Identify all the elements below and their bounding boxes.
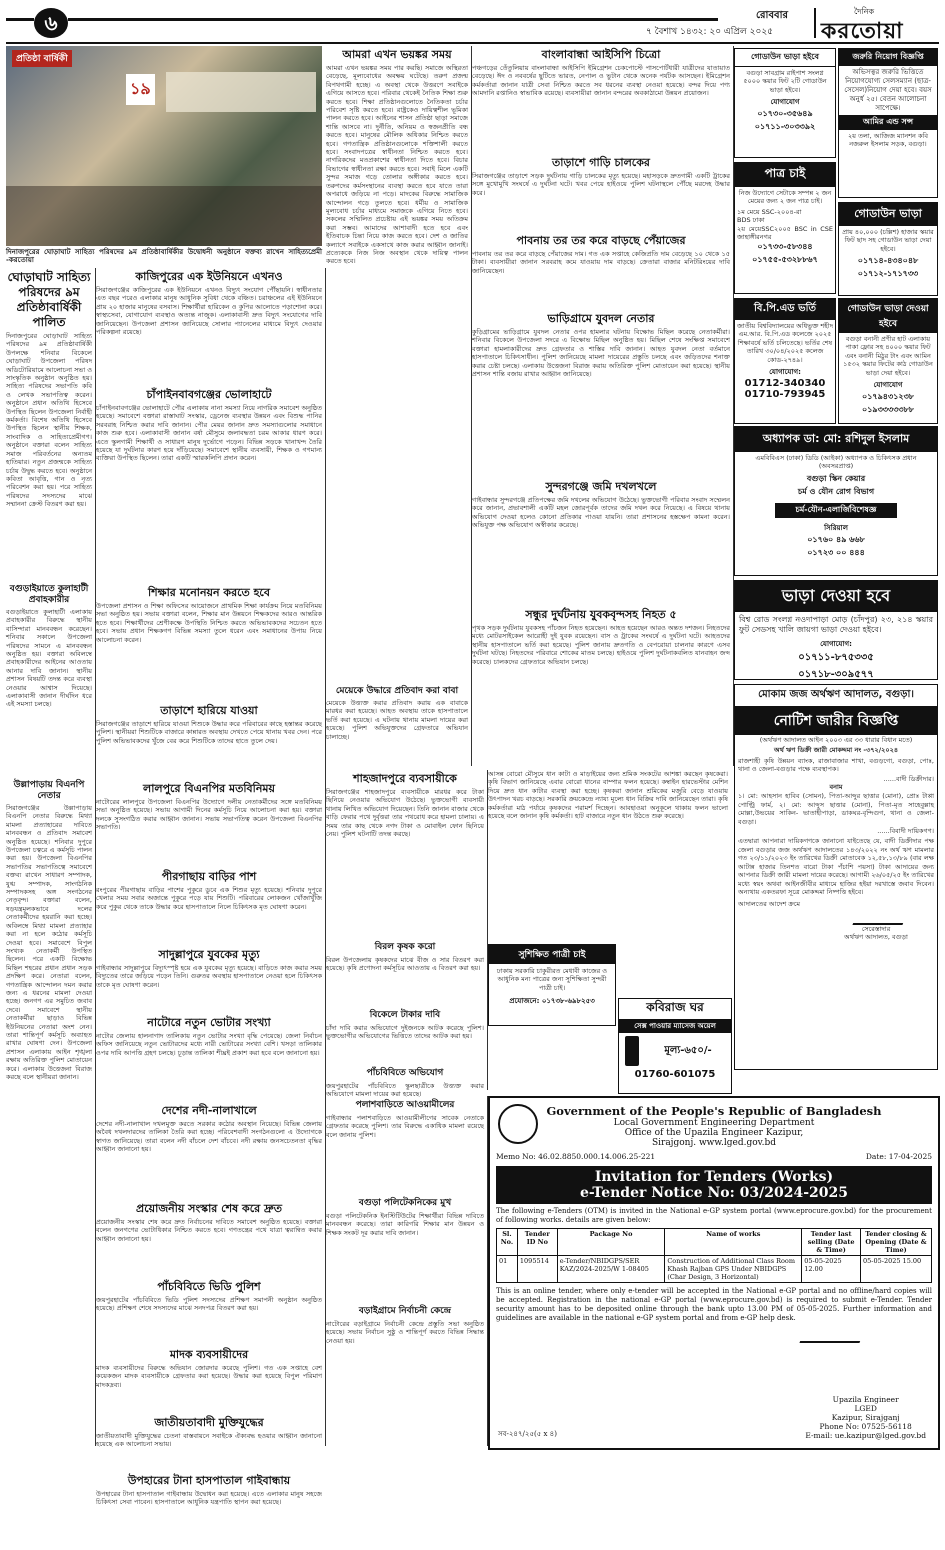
column-1: ঘোড়াঘাট সাহিত্য পরিষদের ৯ম প্রতিষ্ঠাবার্ষিকী পালিত দিনাজপুরের ঘোড়াঘাট সাহিত্য পরিষদের ৯ম প্রতিষ্ঠাবার্ষিকী উপলক্ষে শনিবার বিকেলে ঘোড়াঘাট উপজেলা পরিষদ অডিটোরিয়ামে আলোচনা সভা ও সাংস্কৃতিক অনুষ্ঠান অনুষ্ঠিত হয়। সাহিত্য পরিষদের সভাপতি কবি ও লেখক সভাপতিত্ব করেন। অনুষ্ঠানে প্রধান অতিথি হিসেবে উপস্থিত ছিলেন উপজেলা নির্বাহী কর্মকর্তা। বিশেষ অতিথি হিসেবে উপস্থিত ছিলেন স্থানীয় শিক্ষক, সাংবাদিক ও সাহিত্যপ্রেমীগণ। অনুষ্ঠানে বক্তারা বলেন সাহিত্য সমাজ পরিবর্তনের অন্যতম হাতিয়ার। নতুন প্রজন্মকে সাহিত্য চর্চায় উদ্বুদ্ধ করতে হবে। অনুষ্ঠানে কবিতা আবৃত্তি, গান ও নৃত্য পরিবেশন করা হয়। পরে সাহিত্য পরিষদের সদস্যদের মাঝে সম্মাননা ক্রেস্ট বিতরণ করা হয়। বগুড়াইয়াতে কুলাহাটী প্রবাহকারীর বগুড়াইয়াতে কুলাহাটী এলাকায় প্রবাহকারীর বিরুদ্ধে স্থানীয় বাসিন্দারা মানববন্ধন করেছেন। শনিবার সকালে উপজেলা পরিষদের সামনে এ মানববন্ধন অনুষ্ঠিত হয়। বক্তারা অবিলম্বে প্রবাহকারীদের আইনের আওতায় আনার দাবি জানান। স্থানীয় প্রশাসন বিষয়টি তদন্ত করে ব্যবস্থা নেওয়ার আশ্বাস দিয়েছে। এলাকাবাসী জানান দীর্ঘদিন ধরে এই সমস্যা চলছে। উল্লাপাড়ায় বিএনপি নেতার সিরাজগঞ্জের উল্লাপাড়ায় বিএনপি নেতার বিরুদ্ধে মিথ্যা মামলা প্রত্যাহারের দাবিতে মানববন্ধন ও প্রতিবাদ সমাবেশ অনুষ্ঠিত হয়েছে। শনিবার দুপুরে উপজেলা চত্বরে এ কর্মসূচি পালন করা হয়। উপজেলা বিএনপির সভাপতির সভাপতিত্বে সমাবেশে বক্তব্য রাখেন সাধারণ সম্পাদক, যুগ্ম সম্পাদক, সাংগঠনিক সম্পাদকসহ অঙ্গ সংগঠনের নেতৃবৃন্দ। বক্তারা বলেন, ষড়যন্ত্রমূলকভাবে দলের নেতাকর্মীদের হয়রানি করা হচ্ছে। অবিলম্বে মিথ্যা মামলা প্রত্যাহার করা না হলে কঠোর কর্মসূচি দেওয়া হবে। সমাবেশে বিপুল সংখ্যক নেতাকর্মী উপস্থিত ছিলেন। পরে একটি বিক্ষোভ মিছিল শহরের প্রধান প্রধান সড়ক প্রদক্ষিণ করে। নেতারা বলেন, গণতান্ত্রিক আন্দোলন দমন করার জন্য এ ধরনের মামলা দেওয়া হচ্ছে। জনগণ এর সমুচিত জবাব দেবে। সমাবেশে স্থানীয় নেতাকর্মীরা ছাড়াও বিভিন্ন ইউনিয়নের নেতারা অংশ নেন। তারা শান্তিপূর্ণ কর্মসূচি অব্যাহত রাখার ঘোষণা দেন। উপজেলা প্রশাসন এলাকায় আইন শৃঙ্খলা রক্ষায় অতিরিক্ত পুলিশ মোতায়েন করে। এলাকায় উত্তেজনা বিরাজ করছে বলে স্থানীয়রা জানান। [6, 268, 96, 1446]
ad-doctor: অধ্যাপক ডা: মো: রশিদুল ইসলাম এমবিবিএস (ঢাকা) ডিডি (আইকা) অধ্যাপক ও চিকিৎসক প্রধান (অবসরপ্রাপ্ত) বগুড়া স্কিন কেয়ার চর্ম ও যৌন রোগ বিভাগ চর্ম-যৌন-এলার্জিবিশেষজ্ঞ সিরিয়াল ০১৭৬০ ৪৯ ৬৬৮ ০১৭২৩ ০০ ৪৪৪ [734, 426, 938, 576]
tender-header-cell: Tender closing & Opening (Date & Time) [861, 1229, 932, 1256]
tender-cell: 01 [497, 1256, 518, 1283]
headline-29: বগুড়া পলিটেকনিকের মুখ [358, 1198, 452, 1208]
headline-20: দেশের নদী-নালাখালে [161, 1104, 257, 1117]
headline-3: ঘোড়াঘাট সাহিত্য পরিষদের ৯ম প্রতিষ্ঠাবার্ষিকী পালিত [7, 270, 91, 329]
column-7: পলাশবাড়িতে আওয়ামীলের গাইবান্ধার পলাশবাড়িতে আওয়ামীলীগের সাবেক নেতাকে গ্রেফতার করেছে পুলিশ। তার বিরুদ্ধে একাধিক মামলা রয়েছে বলে জানায় পুলিশ। বগুড়া পলিটেকনিকের মুখ বগুড়া পলিটেকনিক ইনস্টিটিউটের শিক্ষার্থীরা বিভিন্ন দাবিতে মানববন্ধন করেছে। তারা কারিগরি শিক্ষার মান উন্নয়ন ও শিক্ষক সংকট দূর করার দাবি জানান। বড়াইগ্রামে নির্বাচনী কেন্দ্রে নাটোরের বড়াইগ্রামে নির্বাচনী কেন্দ্রে প্রস্তুতি সভা অনুষ্ঠিত হয়েছে। সভায় নির্বাচন সুষ্ঠু ও শান্তিপূর্ণ করতে বিভিন্ন সিদ্ধান্ত নেওয়া হয়। [326, 1096, 488, 1446]
headline-6: পাবনায় তর তর করে বাড়ছে পেঁয়াজের [516, 234, 686, 247]
ad-godown-1: গোডাউন ভাড়া হইবে বগুড়া সাবগ্রাম রাইপাশ সংলগ্ন ৫০০০ স্কয়ার ফিট ২টি গোডাউন ভাড়া হইবে। যোগাযোগ ০১৭৩০-৩৫৬৪৯ ০১৭১১-৩০৩৩৯২ [734, 48, 836, 158]
tender-cell: 05-05-2025 12.00 [802, 1256, 861, 1283]
masthead-brand-small: দৈনিক [854, 7, 875, 16]
column-6: আসন্ন বোরো মৌসুমে ধান কাটা ও মাড়াইয়ের জন্য শ্রমিক সংকটের আশঙ্কা করছেন কৃষকেরা। কৃষি বিভাগ জানিয়েছে এবার বোরো ধানের বাম্পার ফলন হয়েছে। কম্বাইন হারভেস্টার মেশিন দিয়ে দ্রুত ধান কাটার ব্যবস্থা করা হচ্ছে। কৃষকরা জানান শ্রমিকের মজুরি বেড়ে যাওয়ায় উৎপাদন খরচ বাড়ছে। সরকারি ক্রয়কেন্দ্রে ন্যায্য মূল্যে ধান বিক্রির দাবি জানিয়েছেন তারা। কৃষি কর্মকর্তারা মাঠ পর্যায়ে কৃষকদের পরামর্শ দিচ্ছেন। আবহাওয়া অনুকূলে থাকায় ফলন ভালো হয়েছে বলে জানান কৃষি কর্মকর্তা। হাট বাজারে নতুন ধান উঠতে শুরু করেছে। [488, 770, 728, 821]
headline-5: তাড়াশে গাড়ি চালকের [552, 156, 650, 169]
headline-9: বগুড়াইয়াতে কুলাহাটী প্রবাহকারীর [9, 584, 89, 605]
headline-16: পীরগাছায় বাড়ির পাশ [161, 870, 257, 883]
ad-recruit: জরুরি নিয়োগ বিজ্ঞপ্তি অভিসত্বর জরুরি ভিত্তিতে নিয়োগযোগ্য সেলসম্যান (ছাত্র-সেসেল)নিয়োগ দেয়া হবে। বয়স অনুর্ধ ২৫। বেতন আলোচনা সাপেক্ষে। আমির এন্ড সন্স ২য় তলা, আজিজ ম্যানশন কবি নজরুল ইসলাম সড়ক, বগুড়া। [838, 48, 938, 198]
column-3: আমরা এখন ভয়ঙ্কর সময় আমরা এখন ভয়ঙ্কর সময় পার করছি। সমাজে অস্থিরতা বেড়েছে, মূল্যবোধের অবক্ষয় ঘটেছে। তরুণ প্রজন্ম বিপথগামী হচ্ছে। এ অবস্থা থেকে উত্তরণে সবাইকে এগিয়ে আসতে হবে। পরিবার থেকেই নৈতিক শিক্ষা শুরু করতে হবে। শিক্ষা প্রতিষ্ঠানগুলোতে নৈতিকতা চর্চার পরিবেশ সৃষ্টি করতে হবে। রাষ্ট্রকেও দায়িত্বশীল ভূমিকা পালন করতে হবে। আইনের শাসন প্রতিষ্ঠা ছাড়া সমাজে শান্তি আসবে না। দুর্নীতি, অনিয়ম ও স্বজনপ্রীতি বন্ধ করতে হবে। মানুষের মৌলিক অধিকার নিশ্চিত করতে হবে। গণতান্ত্রিক প্রতিষ্ঠানগুলোকে শক্তিশালী করতে হবে। সংবাদপত্রের স্বাধীনতা নিশ্চিত করতে হবে। নাগরিকদের মতপ্রকাশের স্বাধীনতা দিতে হবে। বিচার বিভাগের স্বাধীনতা রক্ষা করতে হবে। সবাই মিলে একটি সুন্দর সমাজ গড়ে তোলার অঙ্গীকার করতে হবে। তরুণদের কর্মসংস্থানের ব্যবস্থা করতে হবে যাতে তারা অপরাধে জড়িয়ে না পড়ে। মাদকের বিরুদ্ধে সামাজিক আন্দোলন গড়ে তুলতে হবে। ধর্মীয় ও সামাজিক মূল্যবোধ চর্চার মাধ্যমে সমাজকে এগিয়ে নিতে হবে। সকলের সম্মিলিত প্রচেষ্টায় এই ভয়ঙ্কর সময় অতিক্রম করা সম্ভব। আমাদের আশাবাদী হতে হবে এবং ইতিবাচক চিন্তা নিয়ে কাজ করতে হবে। দেশ ও জাতির কল্যাণে সবাইকে একসাথে কাজ করার আহ্বান জানাই। প্রত্যেককে নিজ নিজ অবস্থান থেকে দায়িত্ব পালন করতে হবে। মেয়েকে উদ্ধারে প্রতিবাদ করা বাবা মেয়েকে উত্ত্যক্ত করার প্রতিবাদ করায় এক বাবাকে মারধর করা হয়েছে। আহত অবস্থায় তাকে হাসপাতালে ভর্তি করা হয়েছে। এ ঘটনায় থানায় মামলা দায়ের করা হয়েছে। পুলিশ অভিযুক্তদের গ্রেফতারে অভিযান চালাচ্ছে। [326, 46, 472, 766]
headline-18: নাটোরে নতুন ভোটার সংখ্যা [147, 1016, 271, 1029]
lead-photo [6, 46, 322, 246]
headline-2: বাংলাবান্ধা আইসিপি চিত্রো [541, 48, 661, 61]
headline-14: তাড়াশে হারিয়ে যাওয়া [160, 704, 258, 717]
tender-signature [799, 1329, 864, 1343]
photo-number: ১৯ [126, 74, 155, 105]
column-4: বাংলাবান্ধা আইসিপি চিত্রো পঞ্চগড়ের তেঁতুলিয়ায় বাংলাবান্ধা আইসিপি ইমিগ্রেশন চেকপোস্টে পাসপোর্টধারী যাত্রীদের যাতায়াত বেড়েছে। ঈদ ও নববর্ষের ছুটিতে ভারত, নেপাল ও ভুটান থেকে অনেক পর্যটক আসছেন। ইমিগ্রেশন কর্মকর্তারা জানান যাত্রী সেবা নিশ্চিত করতে সব ধরনের ব্যবস্থা নেওয়া হয়েছে। বন্দর দিয়ে পণ্য আমদানি রপ্তানিও স্বাভাবিক রয়েছে। ব্যবসায়ীরা জানান বন্দরের অবকাঠামো উন্নয়ন প্রয়োজন। তাড়াশে গাড়ি চালকের সিরাজগঞ্জের তাড়াশে সড়ক দুর্ঘটনায় গাড়ি চালকের মৃত্যু হয়েছে। মহাসড়কে দ্রুতগামী একটি ট্রাকের সঙ্গে মুখোমুখি সংঘর্ষে এ দুর্ঘটনা ঘটে। খবর পেয়ে হাইওয়ে পুলিশ ঘটনাস্থলে পৌঁছে মরদেহ উদ্ধার করে। পাবনায় তর তর করে বাড়ছে পেঁয়াজের পাবনায় তর তর করে বাড়ছে পেঁয়াজের দাম। গত এক সপ্তাহে কেজিপ্রতি দাম বেড়েছে ১০ থেকে ১৫ টাকা। ব্যবসায়ীরা জানান সরবরাহ কমে যাওয়ায় দাম বাড়ছে। ক্রেতারা বাজার মনিটরিংয়ের দাবি জানিয়েছেন। ভাড়িগ্রামে যুবদল নেতার কুড়িগ্রামের ভাড়িগ্রামে যুবদল নেতার ওপর হামলার ঘটনায় বিক্ষোভ মিছিল করেছে নেতাকর্মীরা। শনিবার বিকেলে উপজেলা সদরে এ বিক্ষোভ মিছিল অনুষ্ঠিত হয়। মিছিল শেষে সংক্ষিপ্ত সমাবেশে বক্তারা হামলাকারীদের দ্রুত গ্রেফতার ও শাস্তির দাবি জানান। আহত যুবদল নেতা বর্তমানে হাসপাতালে চিকিৎসাধীন। পুলিশ জানিয়েছে মামলা দায়েরের প্রস্তুতি চলছে এবং জড়িতদের শনাক্ত করার চেষ্টা চলছে। এলাকায় উত্তেজনা বিরাজ করায় অতিরিক্ত পুলিশ মোতায়েন করা হয়েছে। স্থানীয় প্রশাসন শান্তি বজায় রাখার আহ্বান জানিয়েছে। সুন্দরগঞ্জে জমি দখলখলে গাইবান্ধার সুন্দরগঞ্জে প্রতিপক্ষের জমি দখলের অভিযোগ উঠেছে। ভুক্তভোগী পরিবার সংবাদ সম্মেলন করে জানান, প্রভাবশালী একটি মহল জোরপূর্বক তাদের জমি দখল করে নিয়েছে। এ বিষয়ে থানায় অভিযোগ দেওয়া হলেও কোনো প্রতিকার পাওয়া যায়নি। তারা প্রশাসনের হস্তক্ষেপ কামনা করেন। অভিযুক্ত পক্ষ অভিযোগ অস্বীকার করেছে। সন্ধুর দুর্ঘটনায় যুবকবৃন্দসহ নিহত ৫ পৃথক সড়ক দুর্ঘটনায় যুবকসহ পাঁচজন নিহত হয়েছেন। আহত হয়েছেন আরও অন্তত দশজন। নিহতদের মধ্যে মোটরসাইকেল আরোহী দুই যুবক রয়েছেন। বাস ও ট্রাকের সংঘর্ষে এ দুর্ঘটনা ঘটে। আহতদের স্থানীয় হাসপাতালে ভর্তি করা হয়েছে। পুলিশ জানায় দ্রুতগতি ও বেপরোয়া চালনার কারণে এসব দুর্ঘটনা ঘটছে। নিহতদের পরিবারে শোকের মাতম চলছে। হাইওয়ে পুলিশ দুর্ঘটনাকবলিত যানবাহন জব্দ করেছে। চালকদের গ্রেফতারে অভিযান চলছে। [472, 46, 734, 766]
headline-15: লালপুরে বিএনপির মতবিনিময় [143, 782, 275, 795]
headline-4: কাজিপুরের এক ইউনিয়নে এখনও [135, 270, 283, 283]
headline-27: পলাশবাড়িতে আওয়ামীলের [355, 1100, 455, 1110]
headline-25: প্রয়োজনীয় সংস্কার শেষ করে দ্রুত [136, 1202, 282, 1215]
headline-8: চাঁপাইনবাবগঞ্জের ভোলাহাটে [146, 388, 272, 401]
tender-cell: e-Tender/NBIDGPS/SER KAZ/2024-2025/W 1-08405 [557, 1256, 665, 1283]
column-5: শাহজাদপুরে ব্যবসায়ীকে সিরাজগঞ্জের শাহজাদপুরে ব্যবসায়ীকে মারধর করে টাকা ছিনিয়ে নেওয়ার অভিযোগ উঠেছে। ভুক্তভোগী ব্যবসায়ী থানায় লিখিত অভিযোগ দিয়েছেন। তিনি জানান বাজার থেকে বাড়ি ফেরার পথে দুর্বৃত্তরা তার পথরোধ করে হামলা চালায়। এ সময় তার কাছ থেকে নগদ টাকা ও মোবাইল ফোন ছিনিয়ে নেয়। পুলিশ ঘটনাটি তদন্ত করছে। বিরল কৃষক করো বিরল উপজেলায় কৃষকদের মাঝে বীজ ও সার বিতরণ করা হয়েছে। কৃষি প্রণোদনা কর্মসূচির আওতায় এ বিতরণ করা হয়। বিকেলে টাকার দাবি চাঁদা দাবি করার অভিযোগে দুইজনকে আটক করেছে পুলিশ। ভুক্তভোগীর অভিযোগের ভিত্তিতে তাদের আটক করা হয়। পাঁচবিবিতে অভিযোগ জয়পুরহাটের পাঁচবিবিতে স্কুলছাত্রীকে উত্ত্যক্ত করার অভিযোগে মামলা দায়ের করা হয়েছে। [326, 770, 488, 1090]
ad-bped: বি.পি.এড ভর্তি জাতীয় বিশ্ববিদ্যালয়ের অধিভুক্ত শহীদ এম.আর. বি.পি.এড কলেজে ২০২৫ শিক্ষাবর্ষে ভর্তি চলিতেছে। ভর্তির শেষ তারিখ ৩০/০৪/২০২৫ কলেজ কোড-২৭৪৯। যোগাযোগ: 01712-340340 01710-793945 [734, 298, 836, 424]
tender-table [496, 1228, 932, 1283]
photo-banner: প্রতিষ্ঠা বার্ষিকী [12, 50, 72, 67]
headline-1: আমরা এখন ভয়ঙ্কর সময় [342, 48, 452, 61]
tender-header-cell: Sl. No. [497, 1229, 518, 1256]
headline-23: বিকেলে টাকার দাবি [369, 1010, 441, 1020]
headline-10: শিক্ষার মনোনয়ন করতে হবে [148, 586, 270, 599]
headline-12: মেয়েকে উদ্ধারে প্রতিবাদ করা বাবা [335, 686, 459, 696]
headline-17: সাদুল্লাপুরে যুবকের মৃত্যু [158, 948, 260, 961]
headline-28: মাদক ব্যবসায়ীদের [169, 1348, 249, 1361]
headline-30: জাতীয়তাবাদী মুক্তিযুদ্ধের [154, 1416, 264, 1429]
headline-24: পাঁচবিবিতে অভিযোগ [366, 1068, 444, 1078]
headline-19: উল্লাপাড়ায় বিএনপি নেতার [13, 780, 85, 801]
headline-22: বিরল কৃষক করো [374, 942, 436, 952]
column-2: কাজিপুরের এক ইউনিয়নে এখনও সিরাজগঞ্জের কাজিপুরের এক ইউনিয়নে এখনও বিদ্যুৎ সংযোগ পৌঁছায়নি। স্বাধীনতার এত বছর পরেও এলাকার মানুষ আধুনিক সুবিধা থেকে বঞ্চিত। চরাঞ্চলের এই ইউনিয়নে প্রায় ২০ হাজার মানুষের বসবাস। শিক্ষার্থীরা হারিকেন ও কুপির আলোতে পড়াশোনা করে। স্বাস্থ্যসেবা, যোগাযোগ ব্যবস্থাও অত্যন্ত নাজুক। এলাকাবাসী দ্রুত বিদ্যুৎ সংযোগের দাবি জানিয়েছেন। উপজেলা প্রশাসন জানিয়েছে সোলার প্যানেলের মাধ্যমে বিদ্যুৎ দেওয়ার পরিকল্পনা রয়েছে। চাঁপাইনবাবগঞ্জের ভোলাহাটে চাঁপাইনবাবগঞ্জের ভোলাহাটে পৌর এলাকায় নানা সমস্যা নিয়ে নাগরিক সমাবেশ অনুষ্ঠিত হয়েছে। সমাবেশে বক্তারা রাস্তাঘাট সংস্কার, ড্রেনেজ ব্যবস্থার উন্নয়ন এবং বিশুদ্ধ পানির সরবরাহ নিশ্চিত করার দাবি জানান। পৌর মেয়র জানান দ্রুত সমস্যাগুলোর সমাধানে কাজ শুরু হবে। এলাকাবাসী জানান বর্ষা মৌসুমে জলাবদ্ধতা চরম আকার ধারণ করে। এতে স্কুলগামী শিক্ষার্থী ও সাধারণ মানুষ দুর্ভোগে পড়েন। বিভিন্ন সড়কে খানাখন্দ তৈরি হয়েছে যা দুর্ঘটনার কারণ হয়ে দাঁড়িয়েছে। সমাবেশে স্থানীয় ব্যবসায়ী, শিক্ষক ও গণমান্য ব্যক্তিরা উপস্থিত ছিলেন। তারা একটি স্মারকলিপি প্রদান করেন। শিক্ষার মনোনয়ন করতে হবে উপজেলা প্রশাসন ও শিক্ষা অফিসের আয়োজনে প্রাথমিক শিক্ষা কার্যক্রম নিয়ে মতবিনিময় সভা অনুষ্ঠিত হয়। সভায় বক্তারা বলেন, শিক্ষার মান উন্নয়নে শিক্ষকদের আরও আন্তরিক হতে হবে। শিক্ষার্থীদের শ্রেণীকক্ষে উপস্থিতি নিশ্চিত করতে অভিভাবকদের সচেতন হতে হবে। সভায় প্রধান শিক্ষকগণ বিভিন্ন সমস্যা তুলে ধরেন এবং সমাধানের উপায় নিয়ে আলোচনা করেন। তাড়াশে হারিয়ে যাওয়া সিরাজগঞ্জের তাড়াশে হারিয়ে যাওয়া শিশুকে উদ্ধার করে পরিবারের কাছে হস্তান্তর করেছে পুলিশ। স্থানীয়রা শিশুটিকে বাজারে কান্নারত অবস্থায় দেখতে পেয়ে থানায় খবর দেন। পরে পুলিশ অভিভাবকদের খুঁজে বের করে শিশুটিকে তাদের হাতে তুলে দেয়। লালপুরে বিএনপির মতবিনিময় নাটোরের লালপুরে উপজেলা বিএনপির উদ্যোগে দলীয় নেতাকর্মীদের সঙ্গে মতবিনিময় সভা অনুষ্ঠিত হয়েছে। সভায় আগামী দিনের কর্মসূচি নিয়ে আলোচনা করা হয়। বক্তারা দলকে সুসংগঠিত করার আহ্বান জানান। সভায় সভাপতিত্ব করেন উপজেলা বিএনপির সভাপতি। পীরগাছায় বাড়ির পাশ রংপুরের পীরগাছায় বাড়ির পাশের পুকুরে ডুবে এক শিশুর মৃত্যু হয়েছে। শনিবার দুপুরে খেলার সময় সবার অজান্তে পুকুরে পড়ে যায় শিশুটি। পরিবারের লোকজন খোঁজাখুঁজি করে পুকুর থেকে তাকে উদ্ধার করে হাসপাতালে নিলে চিকিৎসক মৃত ঘোষণা করেন। সাদুল্লাপুরে যুবকের মৃত্যু গাইবান্ধার সাদুল্লাপুরে বিদ্যুৎস্পৃষ্ট হয়ে এক যুবকের মৃত্যু হয়েছে। বাড়িতে কাজ করার সময় বিদ্যুতের তারে জড়িয়ে পড়েন তিনি। গুরুতর অবস্থায় হাসপাতালে নেওয়া হলে চিকিৎসক তাকে মৃত ঘোষণা করেন। নাটোরে নতুন ভোটার সংখ্যা নাটোর জেলায় হালনাগাদ তালিকায় নতুন ভোটার সংখ্যা বৃদ্ধি পেয়েছে। জেলা নির্বাচন অফিস জানিয়েছে নতুন ভোটারদের মধ্যে নারী ভোটারের সংখ্যা বেশি। খসড়া তালিকার ওপর দাবি আপত্তি গ্রহণ চলছে। চূড়ান্ত তালিকা শীঘ্রই প্রকাশ করা হবে বলে জানানো হয়। দেশের নদী-নালাখালে দেশের নদী-নালাখাল দখলমুক্ত করতে সরকার কঠোর অবস্থান নিয়েছে। বিভিন্ন জেলায় অবৈধ দখলদারদের তালিকা তৈরি করা হচ্ছে। পরিবেশবাদী সংগঠনগুলো এ উদ্যোগকে স্বাগত জানিয়েছে। তারা বলেন নদী বাঁচলে দেশ বাঁচবে। নদী রক্ষায় জনসচেতনতা বৃদ্ধির আহ্বান জানানো হয়। প্রয়োজনীয় সংস্কার শেষ করে দ্রুত প্রয়োজনীয় সংস্কার শেষ করে দ্রুত নির্বাচনের দাবিতে সমাবেশ অনুষ্ঠিত হয়েছে। বক্তারা বলেন জনগণের ভোটাধিকার নিশ্চিত করতে হবে। গণতন্ত্রের পথে যাত্রা ত্বরান্বিত করার আহ্বান জানানো হয়। পাঁচবিবিতে ভিডি পুলিশ জয়পুরহাটের পাঁচবিবিতে ভিডি পুলিশ সদস্যদের প্রশিক্ষণ সমাপনী অনুষ্ঠান অনুষ্ঠিত হয়েছে। প্রশিক্ষণ শেষে সদস্যদের মাঝে সনদপত্র বিতরণ করা হয়। মাদক ব্যবসায়ীদের মাদক ব্যবসায়ীদের বিরুদ্ধে অভিযান জোরদার করেছে পুলিশ। গত এক সপ্তাহে বেশ কয়েকজন মাদক ব্যবসায়ীকে গ্রেফতার করা হয়েছে। উদ্ধার করা হয়েছে বিপুল পরিমাণ মাদকদ্রব্য। জাতীয়তাবাদী মুক্তিযুদ্ধের জাতীয়তাবাদী মুক্তিযুদ্ধের চেতনা বাস্তবায়নে সবাইকে ঐক্যবদ্ধ হওয়ার আহ্বান জানানো হয়েছে এক আলোচনা সভায়। উপহারের টানা হাসপাতাল গাইবান্ধায় উপহারের টানা হাসপাতাল গাইবান্ধায় উদ্বোধন করা হয়েছে। এতে এলাকার মানুষ সহজে চিকিৎসা সেবা পাবেন। হাসপাতালে আধুনিক যন্ত্রপাতি স্থাপন করা হয়েছে। [96, 268, 326, 1446]
headline-31: উপহারের টানা হাসপাতাল গাইবান্ধায় [127, 1474, 291, 1487]
tender-header-cell: Package No [557, 1229, 665, 1256]
masthead-day: রোববার [756, 10, 788, 21]
tender-header-cell: Name of works [665, 1229, 802, 1256]
product-bottle-icon [625, 1036, 639, 1066]
ad-patra: পাত্র চাই নিজ উদ্যোগে সেটাকে সম্পন্ন ২ জন মেয়ের জন্য ২ জন পাত্র চাই। ১ম মেয়ে SSC-২০০৪-রা BDS ঢাকা ২য় মেয়েSSC২০০৫ BSC in CSE জাহাঙ্গীরনগর ০১৭৩৩-৫৮৩৪৪ ০১৭৫৫-৫৩২৮৮৬৭ [734, 162, 836, 294]
tender-cell: 05-05-2025 15.00 [861, 1256, 932, 1283]
signature [852, 911, 907, 925]
ad-kabiraj: কবিরাজ ঘর সেক্স পাওয়ার ম্যাসেজ অয়েল মূল্য-৬৫০/- 01760-601075 [618, 998, 732, 1094]
headline-13: সন্ধুর দুর্ঘটনায় যুবকবৃন্দসহ নিহত ৫ [525, 608, 677, 621]
headline-7: ভাড়িগ্রামে যুবদল নেতার [547, 312, 655, 325]
ad-godown-2: গোডাউন ভাড়া প্রায় ৪০,০০০ (চল্লিশ) হাজার স্কয়ার ফিট ছাদ সহ গোডাউন ভাড়া দেয়া হইবে। ০১৭১৪-৪৩৪০৪৮ ০১৭১২-১৭১৭৩৩ [838, 202, 938, 296]
lged-logo-icon [498, 1104, 538, 1144]
newspaper-page [6, 6, 939, 1507]
tender-header-cell: Tender last selling (Date & Time) [802, 1229, 861, 1256]
masthead-date: ৭ বৈশাখ ১৪৩২: ২০ এপ্রিল ২০২৫ [646, 27, 774, 37]
ad-teacher: সুশিক্ষিত পাত্রী চাই ঢাকায় সরকারি চাকুরীরত মেধাবী কাজের ও আধুনিক মন্য পাত্রের জন্য সুশিক্ষিতা সুন্দরী পাত্রী চাই। প্রযোজনে: ০১৭৩৮-৬৯৮২৫৩ [488, 944, 616, 1026]
page-number-icon: ৬ [34, 8, 68, 38]
tender-title: Invitation for Tenders (Works) e-Tender Notice No: 03/2024-2025 [496, 1166, 932, 1204]
ad-godown-3: গোডাউন ভাড়া দেওয়া হইবে বগুড়া বনানী প্রণীর হাট এলাকায় পাকা ফ্লোর সহ ৪০০০ স্কয়ার ফিট এবং বনানী মিঠুর টাং এবং আমিন ১৫৩২ স্কয়ার ফিটের কাঠ গোডাউন ভাড়া দেয়া হইবে। যোগাযোগ ০১৭৯৪৩১২৩৮ ০১৯৩৩৩৩৩৮৮ [838, 298, 938, 424]
headline-32: বড়াইগ্রামে নির্বাচনী কেন্দ্রে [358, 1306, 452, 1316]
tender-cell: 1095514 [517, 1256, 557, 1283]
masthead-brand: করতোয়া [821, 19, 904, 44]
court-notice: মোকাম জজ অর্থঋণ আদালত, বগুড়া। নোটিশ জারীর বিজ্ঞপ্তি (অর্থঋণ আদালত আইন ২০০৩ এর ৩৩ ধারার বিধান মতে) অর্থ ঋণ ডিক্রী জারী মোকদ্দমা নং -৩৭২/২০২৪ রাজশাহী কৃষি উন্নয়ন ব্যাংক, রাজাবাজার শাখা, বগুড়গো, বগুড়া, পোঃ, থানা ও জেলা-বগুড়ার পক্ষে ব্যবস্থাপক। ......বাদী ডিক্রীদার। বনাম ১। মো: আহসান হাবিব (সোমন), পিতা-আব্দুর ছাত্তার (মোনা), প্রোঃ টাপ্পা পোল্ট্রি ফার্ম, ২। মো: আব্দুস ছাত্তার (মোনা), পিতা-মৃত সাহেবুল্লাহ মোল্লা,উভয়ের সাকিন- ভাতাহীপাড়া, ডাকঘর-বৃন্দিগুগ, থানা ও জেলা-বগুড়া। ......বিবাদী দায়িকগণ। এতদ্বারা আপনারা দায়িকগণকে জানানো যাইতেছে যে, বাদী ডিক্রীদার পক্ষ জেলা বগুড়ার জজ অর্থঋণ আদালতের ১৪৩/২০২২ নং অর্থ ঋণ মামলার গত ২৩/১১/২০২৩ ইং তারিখের ডিক্রী মোতাবেক ১২,৫৮,১৩/৮৯ (বার লক্ষ আটান্ন হাজার তিনশত বারো টাকা পঁচাশি পয়সা) টাকা আদায়ের জন্য আপনার ডিক্রী জারী মামলা দায়ের করেছে। আগামী ২৬/০৫/২৫ ইং তারিখের মধ্যে স্বয়ং অথবা আইনজীবীর মাধ্যমে হাজির হইয়া দরখাস্তে জবাব দিবেন। অন্যথায় একতরফা সূত্রে মোকদ্দমা নিষ্পত্তি হইবে। আদালতের আদেশ ক্রমে সেরেস্তাদার অর্থঋণ আদালত, বগুড়া [734, 684, 938, 1070]
headline-26: পাঁচবিবিতে ভিডি পুলিশ [157, 1280, 261, 1293]
photo-caption: দিনাজপুরের ঘোড়াঘাট সাহিত্য পরিষদের ৯ম প্রতিষ্ঠাবার্ষিকীর উদ্বোধনী অনুষ্ঠানে বক্তব্য রাখেন সাহিত্যপ্রেমী -করতোয়া [6, 248, 322, 265]
headline-11: সুন্দরগঞ্জে জমি দখলখলে [545, 480, 657, 493]
tender-notice: Government of the People's Republic of Bangladesh Local Government Engineering Department Office of the Upazila Engineer Kazipur, Sirajgonj. www.lged.gov.bd Memo No: 46.02.8850.000.14.006.25-221 Date: 17-04-2025 Invitation for Tenders (Works) e-Tender Notice No: 03/2024-2025 The following e-Tenders (OTM) is invited in the National e-GP system portal (www.eprocure.gov.bd) for the procurement of following works. details are given below: Sl. No. Tender ID No Package No Name of works Tender last selling (Date & Time) Tender closing & Opening (Date & Time) 01 1095514 e-Tender/NBIDGPS/SER KAZ/2024-2025/W 1-08405 Construction of Additional Class Room Khash Rajban GPS Under NBIDGPS (Char Design, 3 Horizontal) 05-05-2025 12.00 05-05-2025 15.00 This is an online tender, where only e-tender will be accepted in the National e-GP portal and no offline/hard copies will be accepted. Registration in the national e-GP portal (www.eprocure.gov.bd) is required to submit e-Tender. Tender security amount has to be deposited online through the bank upto 13.00 PM of 05-05-2025. Further information and guidelines are available in the national e-GP system portal and from e-GP help desk. Upazila Engineer LGED Kazipur, Sirajganj Phone No: 07525-56118 E-mail: ue.kazipur@lged.gov.bd সব-২৪৭/২৫(৫ x ৪) [488, 1096, 940, 1450]
tender-cell: Construction of Additional Class Room Khash Rajban GPS Under NBIDGPS (Char Design, 3 Horizontal) [665, 1256, 802, 1283]
tender-header-cell: Tender ID No [517, 1229, 557, 1256]
article-text: দিনাজপুরের ঘোড়াঘাট সাহিত্য পরিষদের ৯ম প্রতিষ্ঠাবার্ষিকী উপলক্ষে শনিবার বিকেলে ঘোড়াঘাট উপজেলা পরিষদ অডিটোরিয়ামে আলোচনা সভা ও সাংস্কৃতিক অনুষ্ঠান অনুষ্ঠিত হয়। সাহিত্য পরিষদের সভাপতি কবি ও লেখক সভাপতিত্ব করেন। অনুষ্ঠানে প্রধান অতিথি হিসেবে উপস্থিত ছিলেন উপজেলা নির্বাহী কর্মকর্তা। বিশেষ অতিথি হিসেবে উপস্থিত ছিলেন স্থানীয় শিক্ষক, সাংবাদিক ও সাহিত্যপ্রেমীগণ। অনুষ্ঠানে বক্তারা বলেন সাহিত্য সমাজ পরিবর্তনের অন্যতম হাতিয়ার। নতুন প্রজন্মকে সাহিত্য চর্চায় উদ্বুদ্ধ করতে হবে। অনুষ্ঠানে কবিতা আবৃত্তি, গান ও নৃত্য পরিবেশন করা হয়। পরে সাহিত্য পরিষদের সদস্যদের মাঝে সম্মাননা ক্রেস্ট বিতরণ করা হয়। [6, 332, 92, 509]
headline-21: শাহজাদপুরে ব্যবসায়ীকে [353, 772, 457, 785]
ad-rent: ভাড়া দেওয়া হবে বিশ্ব রোড সংলগ্ন নওদাপাড়া মোড় (চাঁদপুর) ২৩, ২১৪ স্কয়ার ফুট সেডসহ খালি জায়গা ভাড়া দেওয়া হইবে। যোগাযোগ: ০১৭১১-৮৭৫৩৩৫ ০১৭১৮-৩০৯৫৭৭ [734, 580, 938, 680]
masthead [6, 6, 939, 44]
